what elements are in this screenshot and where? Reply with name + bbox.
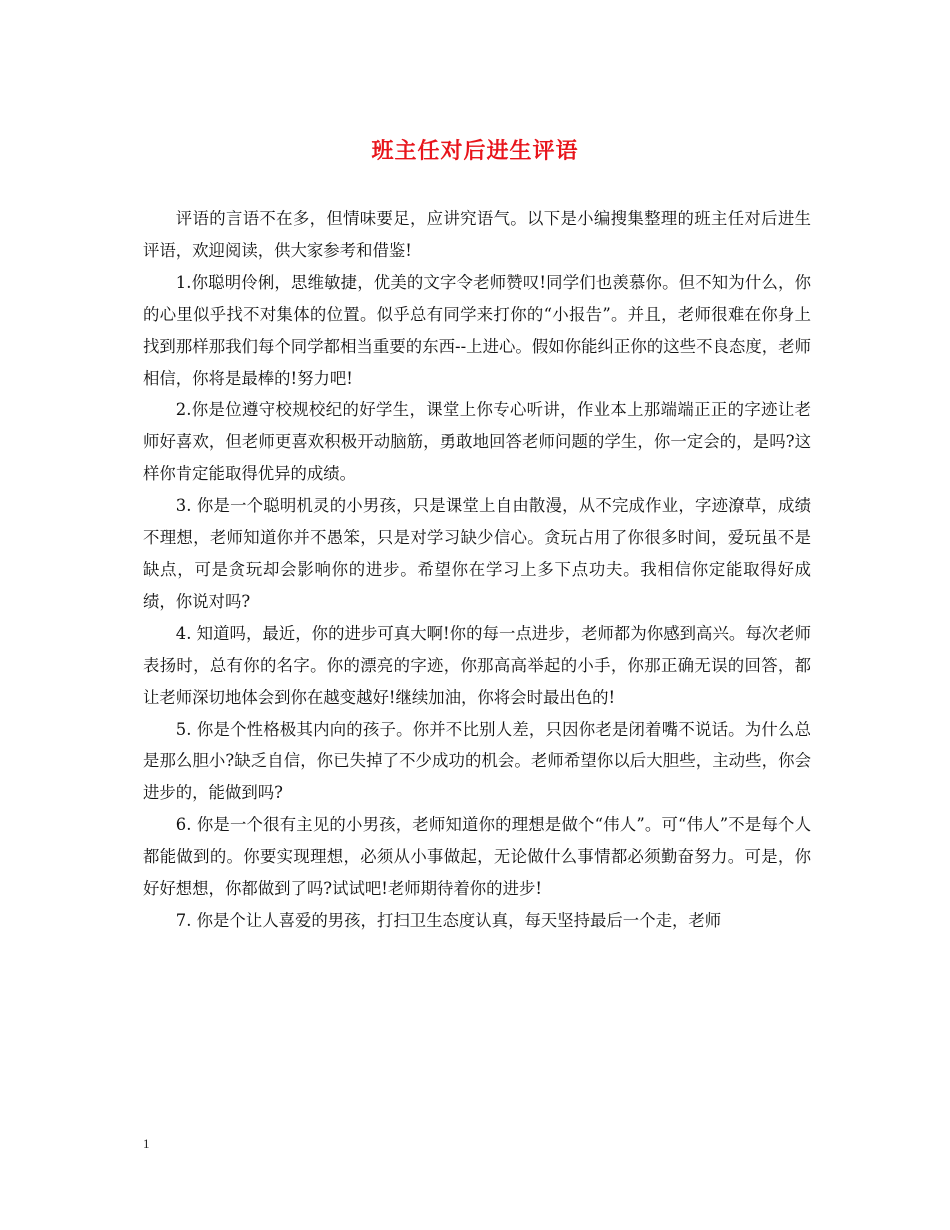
comment-paragraph-7: 7. 你是个让人喜爱的男孩，打扫卫生态度认真，每天坚持最后一个走，老师 xyxy=(175,910,722,930)
comment-paragraph-6: 6. 你是一个很有主见的小男孩，老师知道你的理想是做个“伟人”。可“伟人”不是每个人都能做到的。你要实现理想，必须从小事做起，无论做什么事情都必须勤奋努力。可是，你好好想想，你都做到了吗?试试吧!老师期待着你的进步! xyxy=(143,815,811,899)
document-body xyxy=(143,203,811,937)
page-number: 1 xyxy=(143,1136,150,1151)
intro-paragraph: 评语的言语不在多，但情味要足，应讲究语气。以下是小编搜集整理的班主任对后进生评语，欢迎阅读，供大家参考和借鉴! xyxy=(143,209,811,260)
comment-paragraph-3: 3. 你是一个聪明机灵的小男孩，只是课堂上自由散漫，从不完成作业，字迹潦草，成绩不理想，老师知道你并不愚笨，只是对学习缺少信心。贪玩占用了你很多时间，爱玩虽不是缺点，可是贪玩却会影响你的进步。希望你在学习上多下点功夫。我相信你定能取得好成绩，你说对吗? xyxy=(143,496,811,611)
comment-paragraph-5: 5. 你是个性格极其内向的孩子。你并不比别人差，只因你老是闭着嘴不说话。为什么总是那么胆小?缺乏自信，你已失掉了不少成功的机会。老师希望你以后大胆些，主动些，你会进步的，能做到吗? xyxy=(143,719,811,803)
comment-paragraph-1: 1.你聪明伶俐，思维敏捷，优美的文字令老师赞叹!同学们也羡慕你。但不知为什么，你的心里似乎找不对集体的位置。似乎总有同学来打你的“小报告”。并且，老师很难在你身上找到那样那我们每个同学都相当重要的东西--上进心。假如你能纠正你的这些不良态度，老师相信，你将是最棒的!努力吧! xyxy=(143,272,811,388)
comment-paragraph-2: 2.你是位遵守校规校纪的好学生，课堂上你专心听讲，作业本上那端端正正的字迹让老师好喜欢，但老师更喜欢积极开动脑筋，勇敢地回答老师问题的学生，你一定会的，是吗?这样你肯定能取得优异的成绩。 xyxy=(143,400,811,484)
document-title: 班主任对后进生评语 xyxy=(371,138,579,164)
comment-paragraph-4: 4. 知道吗，最近，你的进步可真大啊!你的每一点进步，老师都为你感到高兴。每次老师表扬时，总有你的名字。你的漂亮的字迹，你那高高举起的小手，你那正确无误的回答，都让老师深切地体会到你在越变越好!继续加油，你将会时最出色的! xyxy=(143,623,811,707)
